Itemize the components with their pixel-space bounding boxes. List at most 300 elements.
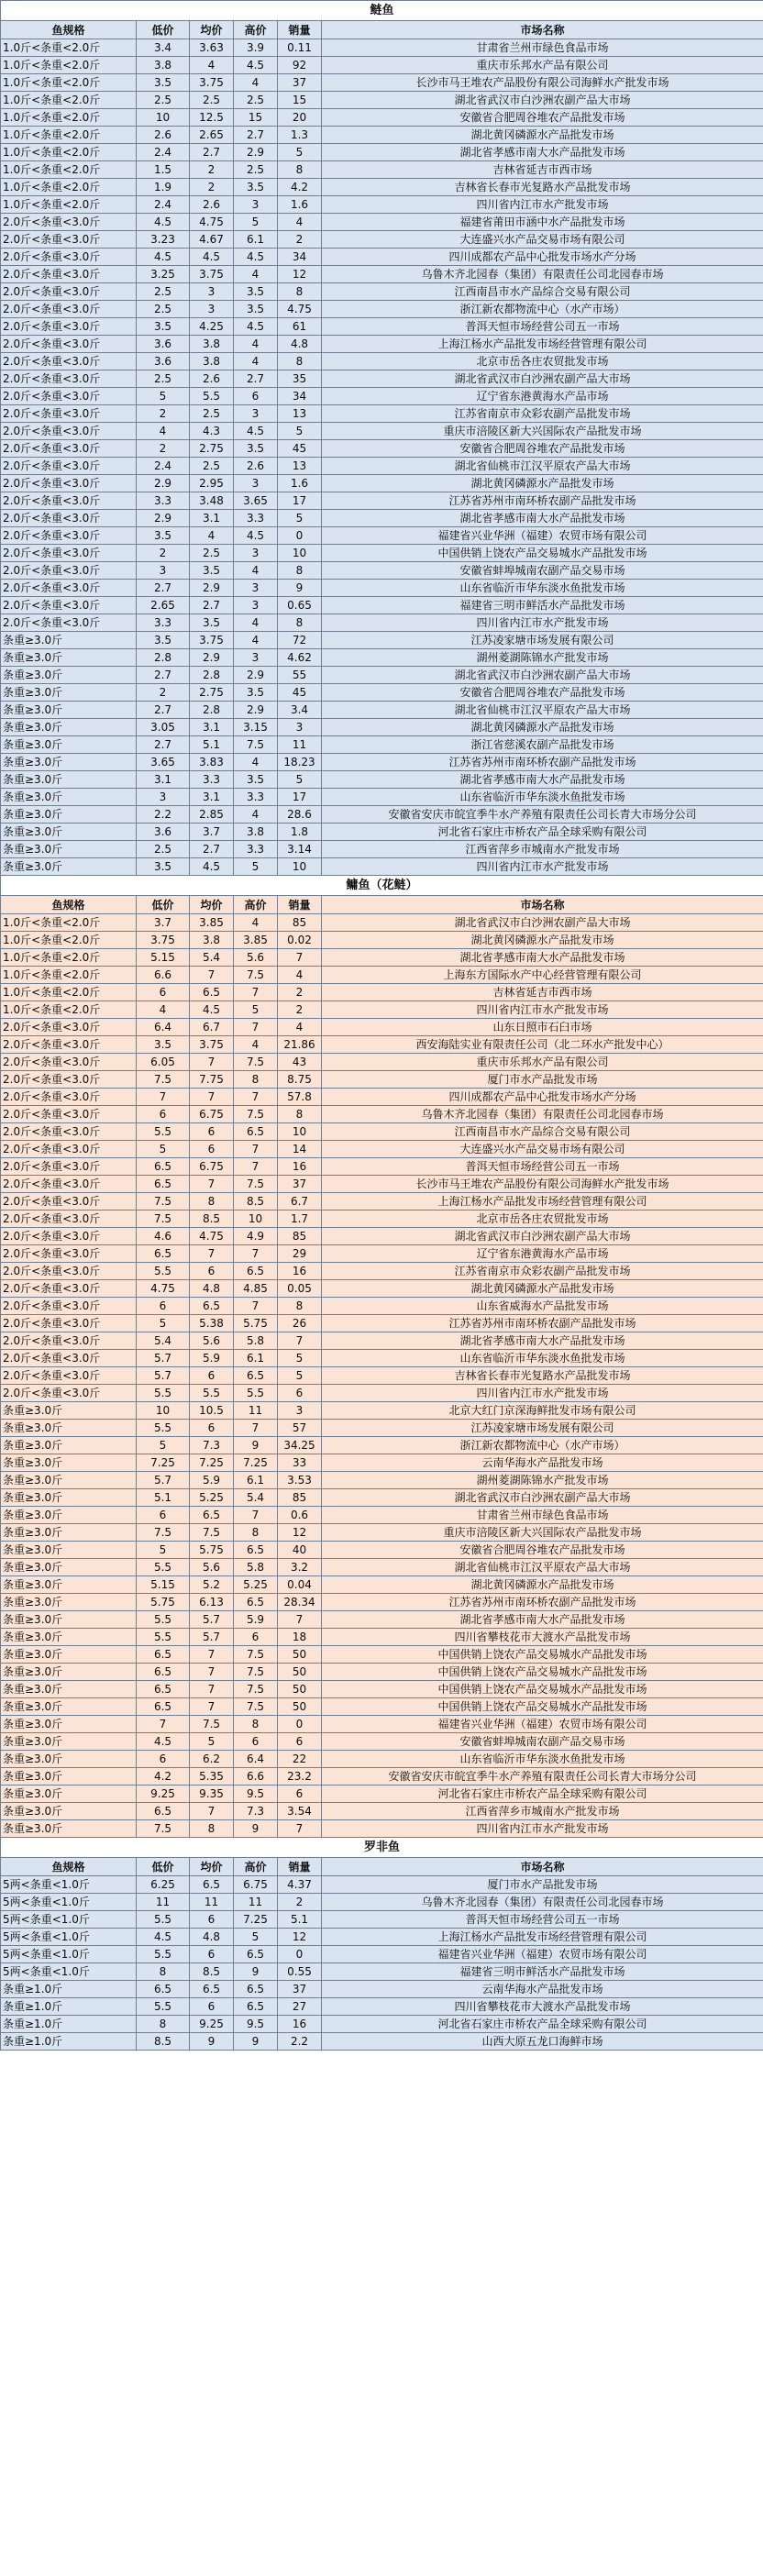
- volume: 8: [278, 614, 322, 632]
- table-row: [1, 562, 763, 580]
- market-name: 吉林省长春市光复路水产品批发市场: [322, 1367, 763, 1385]
- table-row: [1, 1193, 763, 1211]
- table-row: [1, 353, 763, 370]
- price-low: 5: [137, 388, 190, 405]
- price-high: 7.5: [234, 1698, 278, 1716]
- price-avg: 3.5: [190, 562, 234, 580]
- price-high: 7: [234, 1245, 278, 1263]
- fish-spec: 条重≥3.0斤: [1, 1803, 137, 1820]
- market-name: 安徽省合肥周谷堆农产品批发市场: [322, 109, 763, 127]
- col-header-avg: 均价: [190, 896, 234, 914]
- price-high: 11: [234, 1894, 278, 1911]
- volume: 50: [278, 1646, 322, 1664]
- price-high: 5.9: [234, 1611, 278, 1629]
- price-low: 4.2: [137, 1768, 190, 1786]
- table-row: [1, 1228, 763, 1245]
- price-high: 7.5: [234, 1646, 278, 1664]
- volume: 5: [278, 1367, 322, 1385]
- price-avg: 5.6: [190, 1559, 234, 1576]
- market-name: 中国供销上饶农产品交易城水产品批发市场: [322, 1646, 763, 1664]
- price-high: 6.5: [234, 1594, 278, 1611]
- table-row: [1, 39, 763, 57]
- market-name: 江西南昌市水产品综合交易有限公司: [322, 283, 763, 301]
- volume: 5: [278, 423, 322, 440]
- price-low: 10: [137, 1402, 190, 1420]
- table-row: [1, 719, 763, 736]
- price-low: 8: [137, 1963, 190, 1981]
- volume: 43: [278, 1054, 322, 1071]
- fish-spec: 2.0斤<条重<3.0斤: [1, 301, 137, 318]
- volume: 34: [278, 388, 322, 405]
- table-row: [1, 1768, 763, 1786]
- price-low: 2.7: [137, 667, 190, 684]
- market-name: 长沙市马王堆农产品股份有限公司海鲜水产批发市场: [322, 74, 763, 92]
- market-name: 福建省三明市鲜活水产品批发市场: [322, 1963, 763, 1981]
- volume: 5: [278, 771, 322, 789]
- price-avg: 8.5: [190, 1963, 234, 1981]
- price-low: 8: [137, 2016, 190, 2033]
- price-high: 4: [234, 562, 278, 580]
- price-low: 6.5: [137, 1698, 190, 1716]
- table-row: [1, 1054, 763, 1071]
- market-name: 山东省临沂市华东淡水鱼批发市场: [322, 1751, 763, 1768]
- price-high: 4.5: [234, 318, 278, 336]
- market-name: 大连盛兴水产品交易市场有限公司: [322, 1141, 763, 1158]
- fish-spec: 1.0斤<条重<2.0斤: [1, 109, 137, 127]
- table-row: [1, 1911, 763, 1929]
- price-high: 4: [234, 353, 278, 370]
- volume: 3.54: [278, 1803, 322, 1820]
- section-bighead-carp: [1, 876, 763, 1838]
- price-avg: 2.75: [190, 440, 234, 458]
- table-row: [1, 1350, 763, 1367]
- price-high: 2.9: [234, 667, 278, 684]
- market-name: 安徽省安庆市皖宜季牛水产养殖有限责任公司长青大市场分公司: [322, 1768, 763, 1786]
- market-name: 吉林省延吉市西市场: [322, 984, 763, 1001]
- fish-spec: 2.0斤<条重<3.0斤: [1, 1176, 137, 1193]
- fish-spec: 2.0斤<条重<3.0斤: [1, 318, 137, 336]
- price-high: 2.5: [234, 92, 278, 109]
- market-name: 江西省萍乡市城南水产批发市场: [322, 1803, 763, 1820]
- col-header-low: 低价: [137, 21, 190, 39]
- market-name: 山东省临沂市华东淡水鱼批发市场: [322, 789, 763, 806]
- fish-spec: 2.0斤<条重<3.0斤: [1, 1332, 137, 1350]
- table-row: [1, 1981, 763, 1998]
- fish-spec: 条重≥3.0斤: [1, 1716, 137, 1733]
- table-row: [1, 771, 763, 789]
- price-avg: 4.75: [190, 214, 234, 231]
- price-avg: 2.7: [190, 597, 234, 614]
- price-avg: 3.1: [190, 719, 234, 736]
- price-low: 5.7: [137, 1350, 190, 1367]
- price-avg: 6: [190, 1141, 234, 1158]
- table-row: [1, 405, 763, 423]
- volume: 8: [278, 1298, 322, 1315]
- market-name: 四川省内江市水产批发市场: [322, 614, 763, 632]
- price-high: 4.5: [234, 423, 278, 440]
- table-row: [1, 1298, 763, 1315]
- fish-spec: 条重≥3.0斤: [1, 684, 137, 702]
- volume: 13: [278, 405, 322, 423]
- market-name: 湖北省仙桃市江汉平原农产品大市场: [322, 702, 763, 719]
- table-row: [1, 231, 763, 249]
- price-low: 5.7: [137, 1367, 190, 1385]
- price-avg: 7: [190, 1664, 234, 1681]
- col-header-volume: 销量: [278, 1858, 322, 1876]
- table-row: [1, 2016, 763, 2033]
- fish-spec: 2.0斤<条重<3.0斤: [1, 405, 137, 423]
- table-row: [1, 109, 763, 127]
- fish-spec: 1.0斤<条重<2.0斤: [1, 932, 137, 949]
- price-avg: 6.5: [190, 1876, 234, 1894]
- market-name: 江苏省苏州市南环桥农副产品批发市场: [322, 1315, 763, 1332]
- fish-spec: 2.0斤<条重<3.0斤: [1, 545, 137, 562]
- market-name: 湖北省武汉市白沙洲农副产品大市场: [322, 1228, 763, 1245]
- price-avg: 2.5: [190, 92, 234, 109]
- price-high: 4.5: [234, 249, 278, 266]
- fish-spec: 2.0斤<条重<3.0斤: [1, 580, 137, 597]
- price-low: 3.3: [137, 492, 190, 510]
- fish-spec: 条重≥3.0斤: [1, 789, 137, 806]
- table-row: [1, 57, 763, 74]
- price-high: 7.5: [234, 1681, 278, 1698]
- table-row: [1, 161, 763, 179]
- price-avg: 6: [190, 1946, 234, 1963]
- market-name: 乌鲁木齐北园春（集团）有限责任公司北园春市场: [322, 266, 763, 283]
- table-row: [1, 492, 763, 510]
- table-row: [1, 649, 763, 667]
- price-high: 5.75: [234, 1315, 278, 1332]
- table-row: [1, 1559, 763, 1576]
- price-avg: 4.67: [190, 231, 234, 249]
- price-low: 5.5: [137, 1385, 190, 1402]
- price-low: 6.5: [137, 1681, 190, 1698]
- market-name: 上海江杨水产品批发市场经营管理有限公司: [322, 1929, 763, 1946]
- price-avg: 2.9: [190, 649, 234, 667]
- price-avg: 3.1: [190, 510, 234, 527]
- price-high: 7: [234, 1141, 278, 1158]
- price-low: 3.8: [137, 57, 190, 74]
- volume: 6: [278, 1733, 322, 1751]
- price-avg: 3.75: [190, 632, 234, 649]
- fish-spec: 2.0斤<条重<3.0斤: [1, 249, 137, 266]
- volume: 0.05: [278, 1280, 322, 1298]
- table-row: [1, 841, 763, 858]
- price-low: 5.4: [137, 1332, 190, 1350]
- price-avg: 3.75: [190, 74, 234, 92]
- price-avg: 3.75: [190, 1036, 234, 1054]
- volume: 3: [278, 1402, 322, 1420]
- price-high: 9: [234, 2033, 278, 2051]
- price-high: 6: [234, 1629, 278, 1646]
- col-header-volume: 销量: [278, 896, 322, 914]
- market-name: 中国供销上饶农产品交易城水产品批发市场: [322, 1664, 763, 1681]
- volume: 21.86: [278, 1036, 322, 1054]
- table-row: [1, 1998, 763, 2016]
- fish-spec: 1.0斤<条重<2.0斤: [1, 179, 137, 196]
- market-name: 甘肃省兰州市绿色食品市场: [322, 39, 763, 57]
- table-row: [1, 932, 763, 949]
- fish-spec: 条重≥3.0斤: [1, 771, 137, 789]
- price-low: 3.6: [137, 336, 190, 353]
- table-row: [1, 196, 763, 214]
- price-low: 7.5: [137, 1211, 190, 1228]
- market-name: 湖北省武汉市白沙洲农副产品大市场: [322, 667, 763, 684]
- market-name: 中国供销上饶农产品交易城水产品批发市场: [322, 1681, 763, 1698]
- price-avg: 2: [190, 161, 234, 179]
- market-name: 江西南昌市水产品综合交易有限公司: [322, 1123, 763, 1141]
- price-high: 7: [234, 1158, 278, 1176]
- market-name: 山东日照市石臼市场: [322, 1019, 763, 1036]
- volume: 10: [278, 858, 322, 876]
- price-avg: 3.8: [190, 336, 234, 353]
- table-row: [1, 301, 763, 318]
- price-high: 7: [234, 984, 278, 1001]
- price-high: 7.5: [234, 1664, 278, 1681]
- price-low: 1.9: [137, 179, 190, 196]
- price-high: 6.1: [234, 1350, 278, 1367]
- fish-spec: 条重≥3.0斤: [1, 754, 137, 771]
- market-name: 安徽省安庆市皖宜季牛水产养殖有限责任公司长青大市场分公司: [322, 806, 763, 824]
- fish-spec: 条重≥3.0斤: [1, 1681, 137, 1698]
- table-row: [1, 1698, 763, 1716]
- price-avg: 3.8: [190, 353, 234, 370]
- price-high: 2.9: [234, 702, 278, 719]
- market-name: 四川省攀枝花市大渡水产品批发市场: [322, 1998, 763, 2016]
- volume: 1.7: [278, 1211, 322, 1228]
- price-low: 5.5: [137, 1420, 190, 1437]
- price-low: 3.5: [137, 318, 190, 336]
- price-avg: 7.5: [190, 1716, 234, 1733]
- volume: 26: [278, 1315, 322, 1332]
- fish-spec: 2.0斤<条重<3.0斤: [1, 597, 137, 614]
- price-high: 6.5: [234, 1123, 278, 1141]
- price-low: 2.5: [137, 370, 190, 388]
- market-name: 厦门市水产品批发市场: [322, 1876, 763, 1894]
- price-avg: 3: [190, 301, 234, 318]
- price-avg: 9.35: [190, 1786, 234, 1803]
- price-low: 6.4: [137, 1019, 190, 1036]
- market-name: 福建省兴业华洲（福建）农贸市场有限公司: [322, 1716, 763, 1733]
- table-row: [1, 1963, 763, 1981]
- price-avg: 2.75: [190, 684, 234, 702]
- table-row: [1, 440, 763, 458]
- volume: 28.6: [278, 806, 322, 824]
- price-low: 5.1: [137, 1489, 190, 1507]
- market-name: 安徽省蚌埠城南农副产品交易市场: [322, 1733, 763, 1751]
- volume: 50: [278, 1681, 322, 1698]
- market-name: 重庆市涪陵区新大兴国际农产品批发市场: [322, 1524, 763, 1542]
- fish-spec: 2.0斤<条重<3.0斤: [1, 440, 137, 458]
- fish-spec: 2.0斤<条重<3.0斤: [1, 370, 137, 388]
- fish-spec: 条重≥3.0斤: [1, 1594, 137, 1611]
- market-name: 江西省萍乡市城南水产批发市场: [322, 841, 763, 858]
- price-low: 6.05: [137, 1054, 190, 1071]
- price-avg: 3.1: [190, 789, 234, 806]
- volume: 4.37: [278, 1876, 322, 1894]
- price-avg: 5.25: [190, 1489, 234, 1507]
- price-low: 5.5: [137, 1629, 190, 1646]
- price-avg: 2.65: [190, 127, 234, 144]
- market-name: 安徽省合肥周谷堆农产品批发市场: [322, 684, 763, 702]
- fish-spec: 2.0斤<条重<3.0斤: [1, 1141, 137, 1158]
- table-row: [1, 858, 763, 876]
- price-high: 4: [234, 74, 278, 92]
- volume: 45: [278, 684, 322, 702]
- table-row: [1, 1245, 763, 1263]
- price-low: 2.5: [137, 283, 190, 301]
- market-name: 辽宁省东港黄海水产品市场: [322, 1245, 763, 1263]
- col-header-spec: 鱼规格: [1, 1858, 137, 1876]
- volume: 11: [278, 736, 322, 754]
- price-avg: 2.7: [190, 841, 234, 858]
- price-high: 6.5: [234, 1946, 278, 1963]
- price-low: 3.23: [137, 231, 190, 249]
- table-row: [1, 475, 763, 492]
- price-low: 7.5: [137, 1820, 190, 1838]
- price-low: 3.5: [137, 74, 190, 92]
- price-low: 2.4: [137, 196, 190, 214]
- volume: 8: [278, 1106, 322, 1123]
- fish-spec: 1.0斤<条重<2.0斤: [1, 39, 137, 57]
- col-header-avg: 均价: [190, 21, 234, 39]
- fish-spec: 5两<条重<1.0斤: [1, 1911, 137, 1929]
- price-high: 5.8: [234, 1559, 278, 1576]
- price-avg: 5.9: [190, 1472, 234, 1489]
- price-avg: 6: [190, 1998, 234, 2016]
- price-avg: 2.9: [190, 580, 234, 597]
- market-name: 北京大红门京深海鲜批发市场有限公司: [322, 1402, 763, 1420]
- fish-spec: 条重≥3.0斤: [1, 649, 137, 667]
- volume: 16: [278, 1158, 322, 1176]
- price-high: 9.5: [234, 2016, 278, 2033]
- table-row: [1, 1176, 763, 1193]
- price-avg: 4.8: [190, 1929, 234, 1946]
- table-row: [1, 1158, 763, 1176]
- price-avg: 8: [190, 1193, 234, 1211]
- volume: 4.8: [278, 336, 322, 353]
- market-name: 湖北省武汉市白沙洲农副产品大市场: [322, 914, 763, 932]
- price-high: 8.5: [234, 1193, 278, 1211]
- price-avg: 5.1: [190, 736, 234, 754]
- price-avg: 3.7: [190, 824, 234, 841]
- fish-spec: 条重≥1.0斤: [1, 1981, 137, 1998]
- price-low: 3.65: [137, 754, 190, 771]
- price-avg: 4.75: [190, 1228, 234, 1245]
- price-avg: 3.75: [190, 266, 234, 283]
- price-avg: 5.5: [190, 1385, 234, 1402]
- table-row: [1, 736, 763, 754]
- price-low: 7: [137, 1089, 190, 1106]
- fish-spec: 条重≥3.0斤: [1, 632, 137, 649]
- price-low: 3.6: [137, 353, 190, 370]
- price-high: 3.3: [234, 510, 278, 527]
- table-row: [1, 1894, 763, 1911]
- volume: 2: [278, 1001, 322, 1019]
- price-low: 2.65: [137, 597, 190, 614]
- price-high: 3.15: [234, 719, 278, 736]
- price-high: 8: [234, 1524, 278, 1542]
- price-high: 7: [234, 1019, 278, 1036]
- fish-spec: 2.0斤<条重<3.0斤: [1, 283, 137, 301]
- table-row: [1, 1315, 763, 1332]
- market-name: 福建省兴业华洲（福建）农贸市场有限公司: [322, 1946, 763, 1963]
- price-high: 3.5: [234, 440, 278, 458]
- price-low: 3: [137, 562, 190, 580]
- volume: 5: [278, 510, 322, 527]
- market-name: 重庆市涪陵区新大兴国际农产品批发市场: [322, 423, 763, 440]
- price-low: 6: [137, 984, 190, 1001]
- volume: 28.34: [278, 1594, 322, 1611]
- section-title: 鳙鱼（花鲢）: [1, 876, 763, 896]
- col-header-market: 市场名称: [322, 896, 763, 914]
- price-low: 2.5: [137, 301, 190, 318]
- price-low: 3.6: [137, 824, 190, 841]
- price-low: 5: [137, 1141, 190, 1158]
- market-name: 中国供销上饶农产品交易城水产品批发市场: [322, 1698, 763, 1716]
- volume: 6: [278, 1385, 322, 1402]
- price-avg: 4.5: [190, 249, 234, 266]
- price-high: 2.6: [234, 458, 278, 475]
- market-name: 北京市岳各庄农贸批发市场: [322, 353, 763, 370]
- fish-spec: 5两<条重<1.0斤: [1, 1946, 137, 1963]
- col-header-volume: 销量: [278, 21, 322, 39]
- table-row: [1, 1929, 763, 1946]
- volume: 0: [278, 1716, 322, 1733]
- price-avg: 2.8: [190, 667, 234, 684]
- market-name: 山东省临沂市华东淡水鱼批发市场: [322, 1350, 763, 1367]
- table-row: [1, 1507, 763, 1524]
- price-high: 4: [234, 336, 278, 353]
- volume: 8: [278, 283, 322, 301]
- market-name: 吉林省延吉市西市场: [322, 161, 763, 179]
- fish-spec: 条重≥1.0斤: [1, 1998, 137, 2016]
- volume: 0.11: [278, 39, 322, 57]
- fish-spec: 2.0斤<条重<3.0斤: [1, 214, 137, 231]
- market-name: 安徽省蚌埠城南农副产品交易市场: [322, 562, 763, 580]
- price-low: 5: [137, 1542, 190, 1559]
- volume: 0.65: [278, 597, 322, 614]
- table-row: [1, 1646, 763, 1664]
- volume: 2.2: [278, 2033, 322, 2051]
- fish-spec: 条重≥3.0斤: [1, 1524, 137, 1542]
- fish-spec: 条重≥3.0斤: [1, 1402, 137, 1420]
- market-name: 西安海陆实业有限责任公司（北二环水产批发中心）: [322, 1036, 763, 1054]
- price-avg: 5.9: [190, 1350, 234, 1367]
- price-avg: 5.4: [190, 949, 234, 967]
- price-high: 4: [234, 914, 278, 932]
- fish-spec: 条重≥3.0斤: [1, 1664, 137, 1681]
- price-low: 2.6: [137, 127, 190, 144]
- fish-spec: 2.0斤<条重<3.0斤: [1, 336, 137, 353]
- price-avg: 7.75: [190, 1071, 234, 1089]
- table-row: [1, 74, 763, 92]
- fish-spec: 5两<条重<1.0斤: [1, 1929, 137, 1946]
- price-avg: 6.5: [190, 1981, 234, 1998]
- fish-spec: 条重≥3.0斤: [1, 841, 137, 858]
- table-row: [1, 318, 763, 336]
- price-high: 5.4: [234, 1489, 278, 1507]
- market-name: 湖北省孝感市南大水产品批发市场: [322, 949, 763, 967]
- price-low: 2.9: [137, 510, 190, 527]
- price-avg: 7: [190, 1646, 234, 1664]
- fish-spec: 2.0斤<条重<3.0斤: [1, 1123, 137, 1141]
- market-name: 山东省临沂市华东淡水鱼批发市场: [322, 580, 763, 597]
- price-low: 7.5: [137, 1193, 190, 1211]
- price-avg: 7: [190, 1681, 234, 1698]
- market-name: 安徽省合肥周谷堆农产品批发市场: [322, 1542, 763, 1559]
- price-high: 6.4: [234, 1751, 278, 1768]
